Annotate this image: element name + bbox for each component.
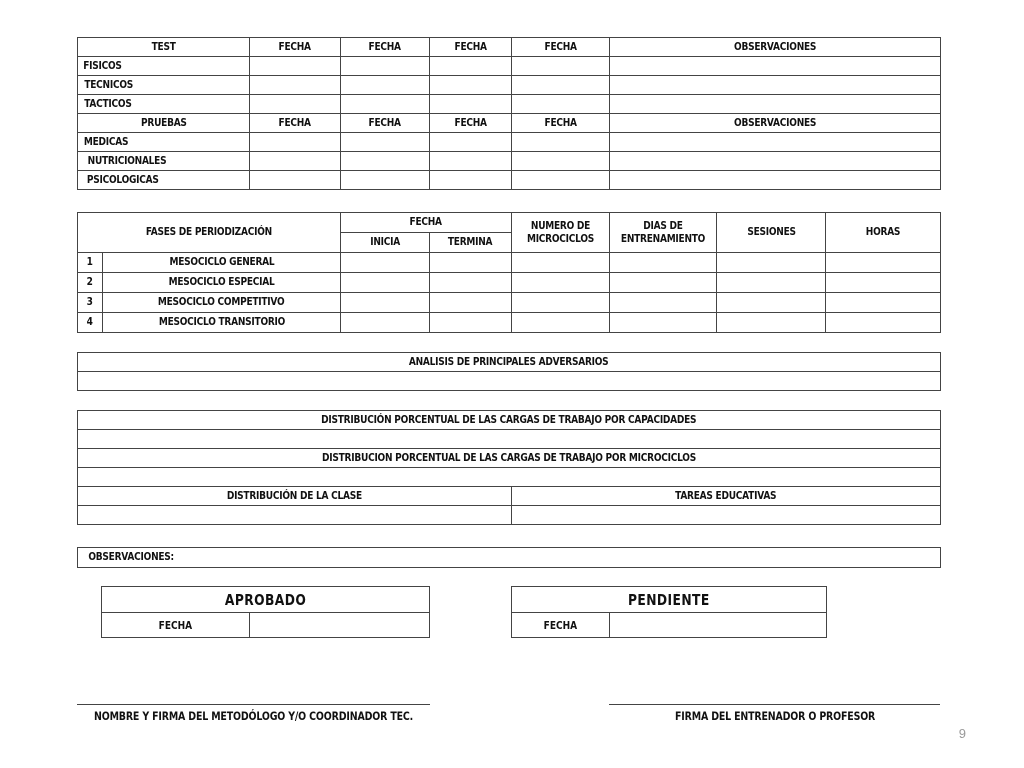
table-cell[interactable]: [610, 253, 717, 273]
table-cell[interactable]: [717, 253, 826, 273]
table-row: [78, 133, 941, 152]
adversaries-title: ANALISIS DE PRINCIPALES ADVERSARIOS: [78, 353, 941, 372]
table-row: [78, 171, 941, 190]
table-row: [78, 313, 941, 333]
table-cell[interactable]: [250, 152, 341, 171]
signature-line-right: [609, 704, 940, 705]
observaciones-header-cell: OBSERVACIONES: [610, 38, 941, 57]
table-cell[interactable]: [610, 293, 717, 313]
table-cell[interactable]: [610, 133, 941, 152]
row-label: TECNICOS: [78, 76, 250, 95]
fecha-header-cell: FECHA: [341, 213, 512, 233]
table-cell[interactable]: [512, 273, 610, 293]
table-row: [78, 506, 941, 525]
table-cell[interactable]: [826, 273, 941, 293]
table-cell[interactable]: [78, 430, 941, 449]
page-number: 9: [958, 726, 966, 741]
table-cell[interactable]: [430, 133, 512, 152]
pruebas-header-cell: PRUEBAS: [78, 114, 250, 133]
approved-box: [101, 586, 430, 638]
table-cell[interactable]: [512, 293, 610, 313]
microciclos-title: DISTRIBUCION PORCENTUAL DE LAS CARGAS DE TRABAJO POR MICROCICLOS: [78, 449, 941, 468]
observations-table: [77, 547, 941, 568]
fecha-header-cell: FECHA: [341, 38, 430, 57]
distribution-table: [77, 410, 941, 525]
row-label: MESOCICLO GENERAL: [103, 253, 341, 273]
row-label: MEDICAS: [78, 133, 250, 152]
table-cell[interactable]: [512, 506, 941, 525]
distribution-header-row: [78, 449, 941, 468]
table-cell[interactable]: [341, 152, 430, 171]
table-cell[interactable]: [250, 133, 341, 152]
test-header-cell: TEST: [78, 38, 250, 57]
table-cell[interactable]: [826, 253, 941, 273]
approved-date-label: FECHA: [102, 613, 250, 638]
fecha-header-cell: FECHA: [430, 114, 512, 133]
table-cell[interactable]: [512, 313, 610, 333]
table-row: [78, 548, 941, 568]
clase-title: DISTRIBUCIÓN DE LA CLASE: [78, 487, 512, 506]
table-cell[interactable]: [341, 253, 430, 273]
table-cell[interactable]: [430, 95, 512, 114]
table-cell[interactable]: [430, 171, 512, 190]
pending-date-label: FECHA: [512, 613, 610, 638]
table-cell[interactable]: [717, 313, 826, 333]
approved-date-field[interactable]: [250, 613, 430, 638]
inicia-header-cell: INICIA: [341, 233, 430, 253]
signature-line-left: [77, 704, 430, 705]
table-cell[interactable]: [512, 133, 610, 152]
table-row: [78, 76, 941, 95]
phases-header-cell: FASES DE PERIODIZACIÓN: [78, 213, 341, 253]
test-table: [77, 37, 941, 190]
table-cell[interactable]: [610, 171, 941, 190]
row-label: PSICOLOGICAS: [78, 171, 250, 190]
table-cell[interactable]: [610, 76, 941, 95]
tareas-title: TAREAS EDUCATIVAS: [512, 487, 941, 506]
fecha-header-cell: FECHA: [341, 114, 430, 133]
table-cell[interactable]: [717, 293, 826, 313]
pending-date-row: [512, 613, 827, 638]
table-cell[interactable]: [512, 171, 610, 190]
row-label: MESOCICLO TRANSITORIO: [103, 313, 341, 333]
phases-header-row: [78, 213, 941, 233]
table-row: [78, 430, 941, 449]
approved-date-row: [102, 613, 430, 638]
table-cell[interactable]: [717, 273, 826, 293]
table-cell[interactable]: [78, 372, 941, 391]
row-number: 3: [78, 293, 103, 313]
table-cell[interactable]: [341, 273, 430, 293]
table-cell[interactable]: [430, 76, 512, 95]
table-cell[interactable]: [430, 57, 512, 76]
table-cell[interactable]: [341, 171, 430, 190]
table-cell[interactable]: [250, 171, 341, 190]
table-row: [78, 95, 941, 114]
distribution-header-row: [78, 411, 941, 430]
signature-label-left: NOMBRE Y FIRMA DEL METODÓLOGO Y/O COORDINADOR TEC.: [94, 709, 414, 723]
table-cell[interactable]: [250, 95, 341, 114]
table-cell[interactable]: [341, 293, 430, 313]
row-number: 2: [78, 273, 103, 293]
capacidades-title: DISTRIBUCIÓN PORCENTUAL DE LAS CARGAS DE TRABAJO POR CAPACIDADES: [78, 411, 941, 430]
pending-box: [511, 586, 827, 638]
distribution-header-row: [78, 487, 941, 506]
table-cell[interactable]: [78, 506, 512, 525]
table-cell[interactable]: [826, 293, 941, 313]
termina-header-cell: TERMINA: [430, 233, 512, 253]
fecha-header-cell: FECHA: [250, 114, 341, 133]
observaciones-header-cell: OBSERVACIONES: [610, 114, 941, 133]
approved-title: APROBADO: [102, 587, 430, 613]
sesiones-header-cell: SESIONES: [717, 213, 826, 253]
fecha-header-cell: FECHA: [512, 114, 610, 133]
adversaries-header-row: [78, 353, 941, 372]
fecha-header-cell: FECHA: [512, 38, 610, 57]
table-cell[interactable]: [512, 253, 610, 273]
pending-title: PENDIENTE: [512, 587, 827, 613]
table-cell[interactable]: [512, 95, 610, 114]
observations-label[interactable]: OBSERVACIONES:: [78, 548, 941, 568]
pruebas-header-row: [78, 114, 941, 133]
table-cell[interactable]: [250, 57, 341, 76]
table-cell[interactable]: [430, 253, 512, 273]
table-cell[interactable]: [512, 57, 610, 76]
table-cell[interactable]: [610, 273, 717, 293]
table-cell[interactable]: [826, 313, 941, 333]
table-row: [78, 253, 941, 273]
table-row: [78, 273, 941, 293]
fecha-header-cell: FECHA: [430, 38, 512, 57]
table-cell[interactable]: [610, 152, 941, 171]
table-row: [78, 468, 941, 487]
table-cell[interactable]: [78, 468, 941, 487]
table-cell[interactable]: [512, 76, 610, 95]
fecha-header-cell: FECHA: [250, 38, 341, 57]
table-row: [78, 57, 941, 76]
numero-microciclos-header-cell: NUMERO DE MICROCICLOS: [512, 213, 610, 253]
row-label: MESOCICLO ESPECIAL: [103, 273, 341, 293]
test-header-row: [78, 38, 941, 57]
signature-label-right: FIRMA DEL ENTRENADOR O PROFESOR: [675, 709, 876, 723]
table-cell[interactable]: [430, 293, 512, 313]
table-cell[interactable]: [512, 152, 610, 171]
row-label: NUTRICIONALES: [78, 152, 250, 171]
dias-entrenamiento-header-cell: DIAS DE ENTRENAMIENTO: [610, 213, 717, 253]
row-label: FISICOS: [78, 57, 250, 76]
row-label: TACTICOS: [78, 95, 250, 114]
table-row: [78, 152, 941, 171]
adversaries-table: [77, 352, 941, 391]
row-number: 1: [78, 253, 103, 273]
table-cell[interactable]: [341, 95, 430, 114]
table-cell[interactable]: [430, 313, 512, 333]
table-cell[interactable]: [341, 57, 430, 76]
horas-header-cell: HORAS: [826, 213, 941, 253]
approved-header-row: [102, 587, 430, 613]
pending-header-row: [512, 587, 827, 613]
row-label: MESOCICLO COMPETITIVO: [103, 293, 341, 313]
table-cell[interactable]: [341, 133, 430, 152]
table-cell[interactable]: [430, 152, 512, 171]
pending-date-field[interactable]: [610, 613, 827, 638]
table-row: [78, 293, 941, 313]
table-cell[interactable]: [610, 313, 717, 333]
table-row: [78, 372, 941, 391]
table-cell[interactable]: [610, 57, 941, 76]
phases-table: [77, 212, 941, 333]
table-cell[interactable]: [610, 95, 941, 114]
table-cell[interactable]: [430, 273, 512, 293]
row-number: 4: [78, 313, 103, 333]
table-cell[interactable]: [341, 76, 430, 95]
table-cell[interactable]: [341, 313, 430, 333]
table-cell[interactable]: [250, 76, 341, 95]
